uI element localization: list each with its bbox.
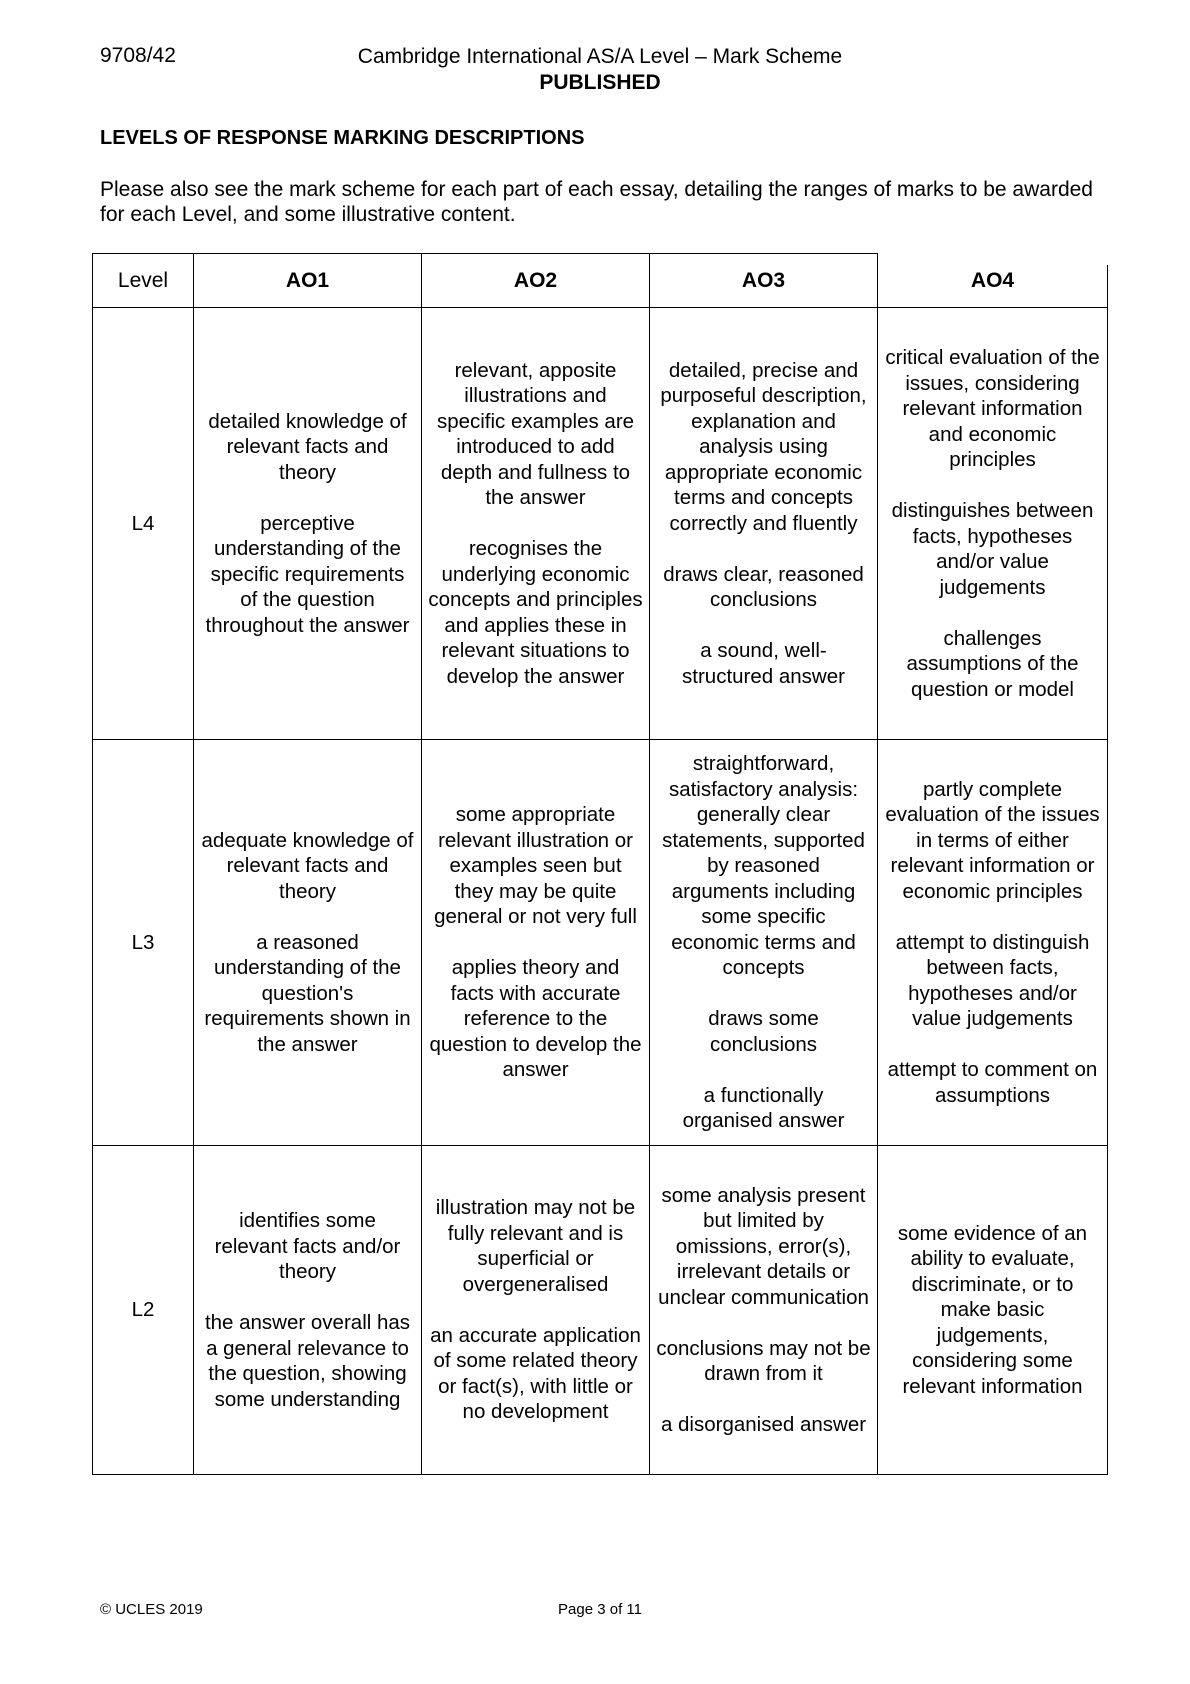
level-cell: L4: [131, 511, 155, 535]
column-border: [1107, 265, 1108, 1475]
descriptor: applies theory and facts with accurate reference to the question to develop the answer: [429, 956, 642, 1082]
document-header: [300, 44, 900, 96]
descriptor: distinguishes between facts, hypotheses and/or value judgements: [891, 499, 1094, 599]
ao2-cell: [422, 740, 649, 1145]
header-ao4: AO4: [970, 268, 1015, 292]
copyright: © UCLES 2019: [100, 1601, 203, 1618]
descriptor: attempt to distinguish between facts, hypotheses and/or value judgements: [895, 930, 1090, 1031]
ao4-cell: [878, 740, 1107, 1145]
descriptor: detailed knowledge of relevant facts and theory: [208, 409, 407, 484]
descriptor: draws some conclusions: [708, 1007, 819, 1056]
descriptor: some appropriate relevant illustration or examples seen but they may be quite general or not very full: [434, 803, 637, 929]
ao1-cell: [194, 740, 421, 1145]
descriptor: identifies some relevant facts and/or theory: [214, 1209, 401, 1283]
table-bottom-border: [92, 1474, 1108, 1475]
descriptor: adequate knowledge of relevant facts and theory: [201, 828, 414, 903]
descriptor: illustration may not be fully relevant and is superficial or overgeneralised: [435, 1196, 636, 1296]
descriptor: partly complete evaluation of the issues in terms of either relevant information or economic principles: [885, 777, 1100, 903]
descriptor: relevant, apposite illustrations and specific examples are introduced to add depth and fullness to the answer: [436, 358, 635, 510]
descriptor: an accurate application of some related theory or fact(s), with little or no development: [430, 1323, 641, 1424]
descriptor: perceptive understanding of the specific requirements of the question throughout the answer: [205, 511, 410, 637]
header-ao3: AO3: [741, 268, 786, 292]
descriptor: conclusions may not be drawn from it: [656, 1336, 871, 1385]
header-ao2: AO2: [513, 268, 558, 292]
descriptor: critical evaluation of the issues, considering relevant information and economic principles: [885, 346, 1100, 471]
descriptor: the answer overall has a general relevance to the question, showing some understanding: [204, 1311, 411, 1411]
page-number: Page 3 of 11: [558, 1601, 642, 1618]
descriptor: detailed, precise and purposeful description, explanation and analysis using appropriate economic terms and concepts correctly and fluently: [660, 358, 867, 535]
ao3-cell: [650, 308, 877, 739]
ao1-cell: [194, 1146, 421, 1474]
ao3-cell: [650, 740, 877, 1145]
descriptor: a functionally organised answer: [682, 1083, 845, 1133]
ao4-cell: [878, 1146, 1107, 1474]
ao2-cell: [422, 308, 649, 739]
descriptor: some analysis present but limited by omissions, error(s), irrelevant details or unclear communication: [658, 1183, 869, 1309]
paper-code: 9708/42: [100, 44, 176, 67]
ao2-cell: [422, 1146, 649, 1474]
descriptor: straightforward, satisfactory analysis: generally clear statements, supported by reasoned arguments including some specific economic terms and concepts: [662, 752, 865, 980]
ao4-cell: [878, 308, 1107, 739]
descriptor: a reasoned understanding of the question's requirements shown in the answer: [204, 930, 411, 1056]
descriptor: recognises the underlying economic concepts and principles and applies these in relevant situations to develop the answer: [428, 537, 643, 688]
ao3-cell: [650, 1146, 877, 1474]
header-ao1: AO1: [285, 268, 330, 292]
descriptor: draws clear, reasoned conclusions: [663, 562, 864, 612]
published-label: PUBLISHED: [539, 71, 661, 94]
descriptor: a sound, well-structured answer: [682, 639, 845, 688]
header-level: Level: [117, 268, 169, 292]
ao1-cell: [194, 308, 421, 739]
level-cell: L2: [131, 1298, 155, 1322]
intro-paragraph: Please also see the mark scheme for each part of each essay, detailing the ranges of marks to be awarded for each Level, and some illustrative content.: [100, 178, 1093, 226]
descriptor: some evidence of an ability to evaluate, discriminate, or to make basic judgements, considering some relevant information: [897, 1221, 1088, 1398]
descriptor: a disorganised answer: [660, 1413, 867, 1436]
descriptor: challenges assumptions of the question or model: [906, 626, 1079, 701]
descriptor: attempt to comment on assumptions: [887, 1058, 1098, 1107]
document-title: Cambridge International AS/A Level – Mark Scheme: [357, 45, 843, 68]
section-title: LEVELS OF RESPONSE MARKING DESCRIPTIONS: [100, 127, 585, 149]
level-cell: L3: [131, 930, 155, 954]
